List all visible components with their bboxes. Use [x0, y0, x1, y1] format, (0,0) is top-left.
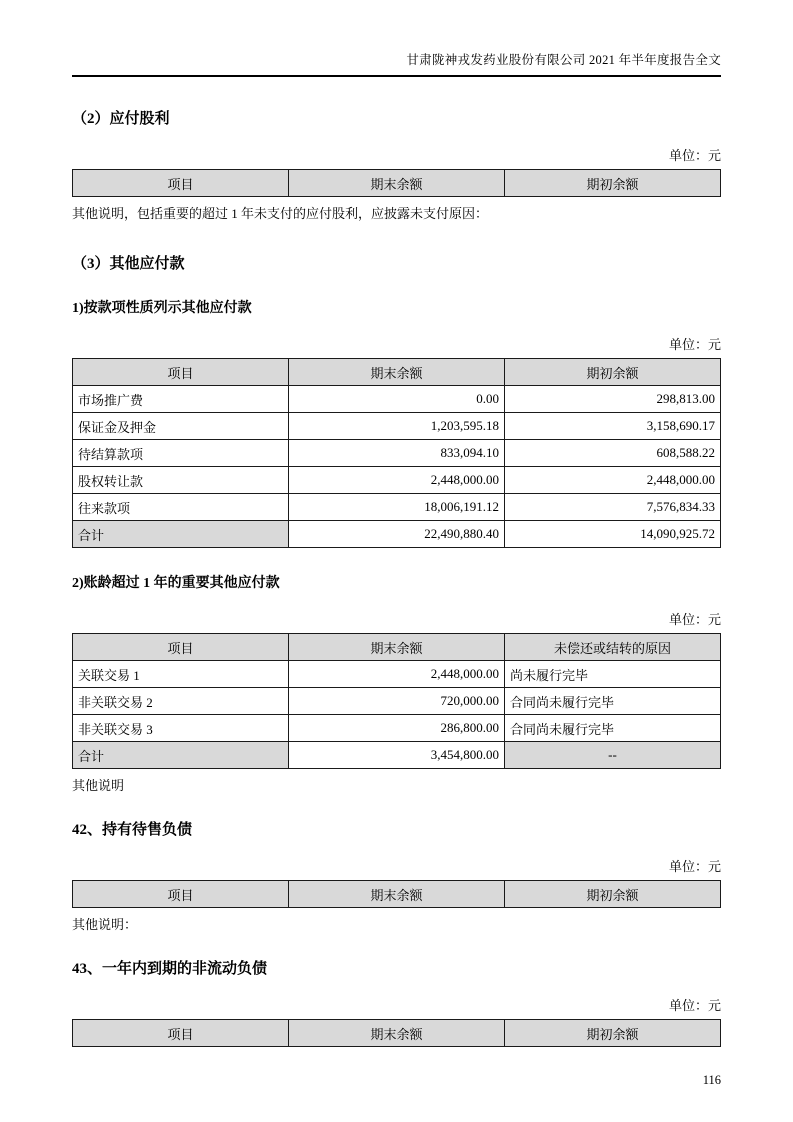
beginning-balance-cell: 3,158,690.17: [504, 413, 720, 440]
table-row: [73, 661, 721, 688]
col-header-beginning-balance: 期初余额: [504, 1020, 720, 1047]
table-header-row: [73, 881, 721, 908]
col-header-reason: 未偿还或结转的原因: [504, 634, 720, 661]
over-one-year-note: 其他说明: [72, 778, 125, 793]
ending-balance-cell: 2,448,000.00: [288, 467, 504, 494]
item-cell: 市场推广费: [73, 386, 289, 413]
dividends-note: 其他说明，包括重要的超过 1 年未支付的应付股利，应披露未支付原因：: [72, 206, 489, 221]
heading-non-current-due: 43、一年内到期的非流动负债: [72, 961, 268, 977]
table-row: [73, 467, 721, 494]
heading-other-payables: （3）其他应付款: [72, 256, 185, 272]
page-number: 116: [702, 1073, 721, 1087]
beginning-balance-cell: 2,448,000.00: [504, 467, 720, 494]
col-header-beginning-balance: 期初余额: [504, 881, 720, 908]
beginning-balance-cell: 608,588.22: [504, 440, 720, 467]
beginning-balance-cell: 298,813.00: [504, 386, 720, 413]
total-label-cell: 合计: [73, 742, 289, 769]
heading-dividends-payable: （2）应付股利: [72, 111, 170, 127]
item-cell: 保证金及押金: [73, 413, 289, 440]
over-one-year-payables-table: [72, 633, 721, 769]
table-row: [73, 386, 721, 413]
table-header-row: [73, 634, 721, 661]
col-header-ending-balance: 期末余额: [288, 881, 504, 908]
ending-balance-cell: 1,203,595.18: [288, 413, 504, 440]
document-header-title: 甘肃陇神戎发药业股份有限公司 2021 年半年度报告全文: [72, 50, 721, 77]
heading-by-nature: 1)按款项性质列示其他应付款: [72, 301, 252, 316]
table-row: [73, 688, 721, 715]
col-header-item: 项目: [73, 170, 289, 197]
table-total-row: [73, 521, 721, 548]
table-row: [73, 715, 721, 742]
col-header-item: 项目: [73, 359, 289, 386]
table-row: [73, 494, 721, 521]
total-ending-balance-cell: 3,454,800.00: [288, 742, 504, 769]
reason-cell: 尚未履行完毕: [504, 661, 720, 688]
unit-label: 单位：元: [668, 148, 721, 163]
unit-label: 单位：元: [668, 337, 721, 352]
item-cell: 股权转让款: [73, 467, 289, 494]
col-header-item: 项目: [73, 1020, 289, 1047]
ending-balance-cell: 0.00: [288, 386, 504, 413]
reason-cell: 合同尚未履行完毕: [504, 715, 720, 742]
col-header-ending-balance: 期末余额: [288, 359, 504, 386]
col-header-item: 项目: [73, 634, 289, 661]
beginning-balance-cell: 7,576,834.33: [504, 494, 720, 521]
table-header-row: [73, 359, 721, 386]
item-cell: 非关联交易 3: [73, 715, 289, 742]
col-header-ending-balance: 期末余额: [288, 170, 504, 197]
item-cell: 关联交易 1: [73, 661, 289, 688]
col-header-beginning-balance: 期初余额: [504, 170, 720, 197]
table-header-row: [73, 1020, 721, 1047]
total-beginning-balance-cell: 14,090,925.72: [504, 521, 720, 548]
col-header-beginning-balance: 期初余额: [504, 359, 720, 386]
table-row: [73, 413, 721, 440]
held-for-sale-note: 其他说明：: [72, 917, 138, 932]
unit-label: 单位：元: [668, 859, 721, 874]
total-ending-balance-cell: 22,490,880.40: [288, 521, 504, 548]
heading-over-one-year: 2)账龄超过 1 年的重要其他应付款: [72, 576, 280, 591]
ending-balance-cell: 286,800.00: [288, 715, 504, 742]
unit-label: 单位：元: [668, 998, 721, 1013]
held-for-sale-liabilities-table: [72, 880, 721, 908]
table-total-row: [73, 742, 721, 769]
dividends-payable-table: [72, 169, 721, 197]
total-reason-cell: --: [504, 742, 720, 769]
ending-balance-cell: 720,000.00: [288, 688, 504, 715]
heading-held-for-sale: 42、持有待售负债: [72, 822, 193, 838]
unit-label: 单位：元: [668, 612, 721, 627]
table-row: [73, 440, 721, 467]
col-header-ending-balance: 期末余额: [288, 634, 504, 661]
item-cell: 非关联交易 2: [73, 688, 289, 715]
col-header-item: 项目: [73, 881, 289, 908]
item-cell: 往来款项: [73, 494, 289, 521]
item-cell: 待结算款项: [73, 440, 289, 467]
ending-balance-cell: 2,448,000.00: [288, 661, 504, 688]
ending-balance-cell: 833,094.10: [288, 440, 504, 467]
total-label-cell: 合计: [73, 521, 289, 548]
table-header-row: [73, 170, 721, 197]
other-payables-by-nature-table: [72, 358, 721, 548]
reason-cell: 合同尚未履行完毕: [504, 688, 720, 715]
non-current-liabilities-due-table: [72, 1019, 721, 1047]
ending-balance-cell: 18,006,191.12: [288, 494, 504, 521]
col-header-ending-balance: 期末余额: [288, 1020, 504, 1047]
